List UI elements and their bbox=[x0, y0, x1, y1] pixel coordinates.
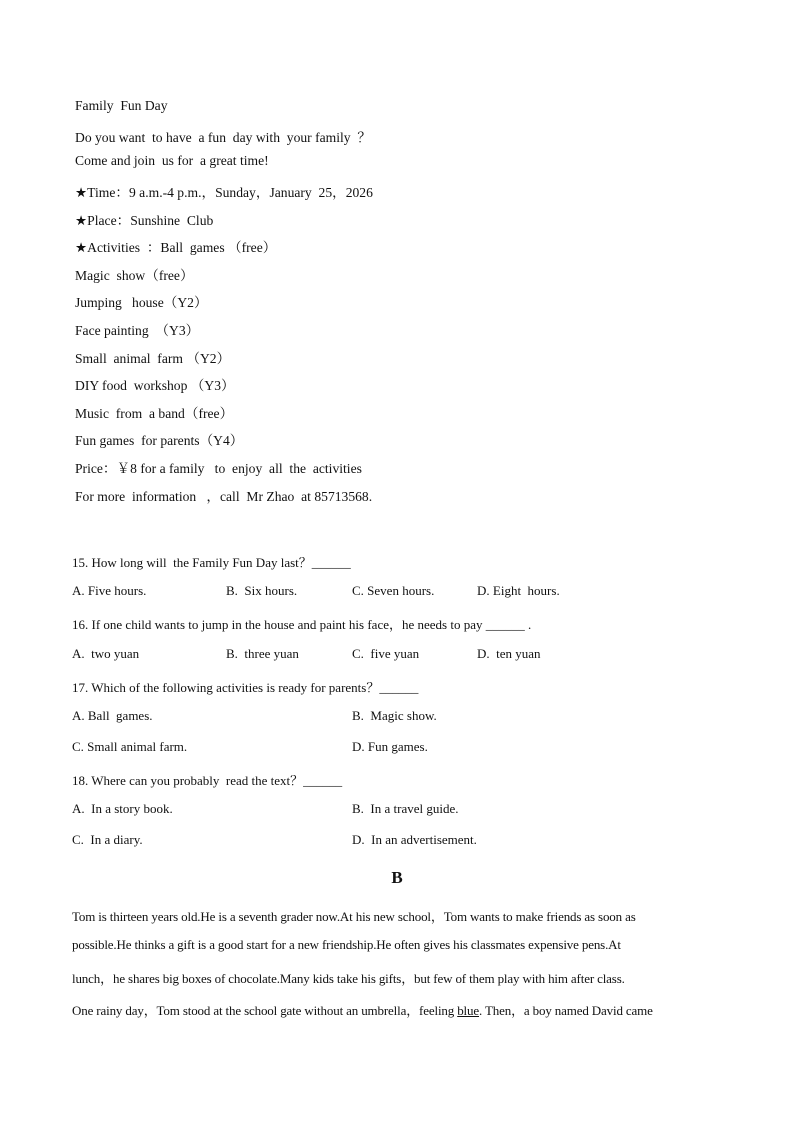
notice-line: Come and join us for a great time! bbox=[75, 153, 269, 168]
option-a: A. Five hours. bbox=[72, 583, 147, 598]
question-stem: 16. If one child wants to jump in the house and paint his face，he needs to pay ______ . bbox=[72, 617, 532, 632]
question-stem: 15. How long will the Family Fun Day last？______ bbox=[72, 555, 351, 570]
passage-line: lunch，he shares big boxes of chocolate.Many kids take his gifts，but few of them play with him after class. bbox=[72, 971, 625, 986]
passage-text: . Then，a boy named David came bbox=[479, 1003, 653, 1018]
notice-line: Jumping house（Y2） bbox=[75, 295, 208, 310]
option-c: C. Small animal farm. bbox=[72, 739, 188, 754]
option-c: C. five yuan bbox=[352, 646, 420, 661]
passage-line bbox=[72, 1000, 653, 1019]
notice-line: ★Place：Sunshine Club bbox=[75, 213, 214, 228]
section-heading: B bbox=[391, 868, 403, 887]
notice-title: Family Fun Day bbox=[75, 98, 168, 113]
notice-line: ★Time：9 a.m.-4 p.m.，Sunday，January 25，2026 bbox=[75, 185, 373, 200]
option-b: B. three yuan bbox=[226, 646, 299, 661]
underlined-word: blue bbox=[457, 1003, 479, 1018]
option-a: A. Ball games. bbox=[72, 708, 153, 723]
option-d: D. Fun games. bbox=[352, 739, 428, 754]
option-b: B. Magic show. bbox=[352, 708, 437, 723]
option-b: B. In a travel guide. bbox=[352, 801, 459, 816]
question-stem: 17. Which of the following activities is ready for parents？______ bbox=[72, 680, 419, 695]
notice-line: DIY food workshop （Y3） bbox=[75, 378, 235, 393]
notice-line: Small animal farm （Y2） bbox=[75, 351, 231, 366]
option-c: C. In a diary. bbox=[72, 832, 143, 847]
option-d: D. Eight hours. bbox=[477, 583, 560, 598]
notice-line: Music from a band（free） bbox=[75, 406, 234, 421]
option-b: B. Six hours. bbox=[226, 583, 298, 598]
option-d: D. ten yuan bbox=[477, 646, 541, 661]
notice-line: Price：￥8 for a family to enjoy all the activities bbox=[75, 461, 362, 476]
passage-line: Tom is thirteen years old.He is a seventh grader now.At his new school，Tom wants to make friends as soon as bbox=[72, 909, 636, 924]
option-a: A. two yuan bbox=[72, 646, 140, 661]
option-a: A. In a story book. bbox=[72, 801, 173, 816]
notice-line: For more information ，call Mr Zhao at 85713568. bbox=[75, 489, 373, 504]
question-stem: 18. Where can you probably read the text？______ bbox=[72, 773, 343, 788]
notice-line: Do you want to have a fun day with your family ？ bbox=[75, 130, 371, 145]
notice-line: Fun games for parents（Y4） bbox=[75, 433, 244, 448]
option-d: D. In an advertisement. bbox=[352, 832, 477, 847]
passage-text: One rainy day，Tom stood at the school gate without an umbrella，feeling bbox=[72, 1003, 458, 1018]
notice-line: Magic show（free） bbox=[75, 268, 194, 283]
notice-line: Face painting （Y3） bbox=[75, 323, 200, 338]
notice-line: ★Activities ：Ball games （free） bbox=[75, 240, 277, 255]
passage-line: possible.He thinks a gift is a good start for a new friendship.He often gives his classmates expensive pens.At bbox=[72, 937, 621, 952]
option-c: C. Seven hours. bbox=[352, 583, 435, 598]
